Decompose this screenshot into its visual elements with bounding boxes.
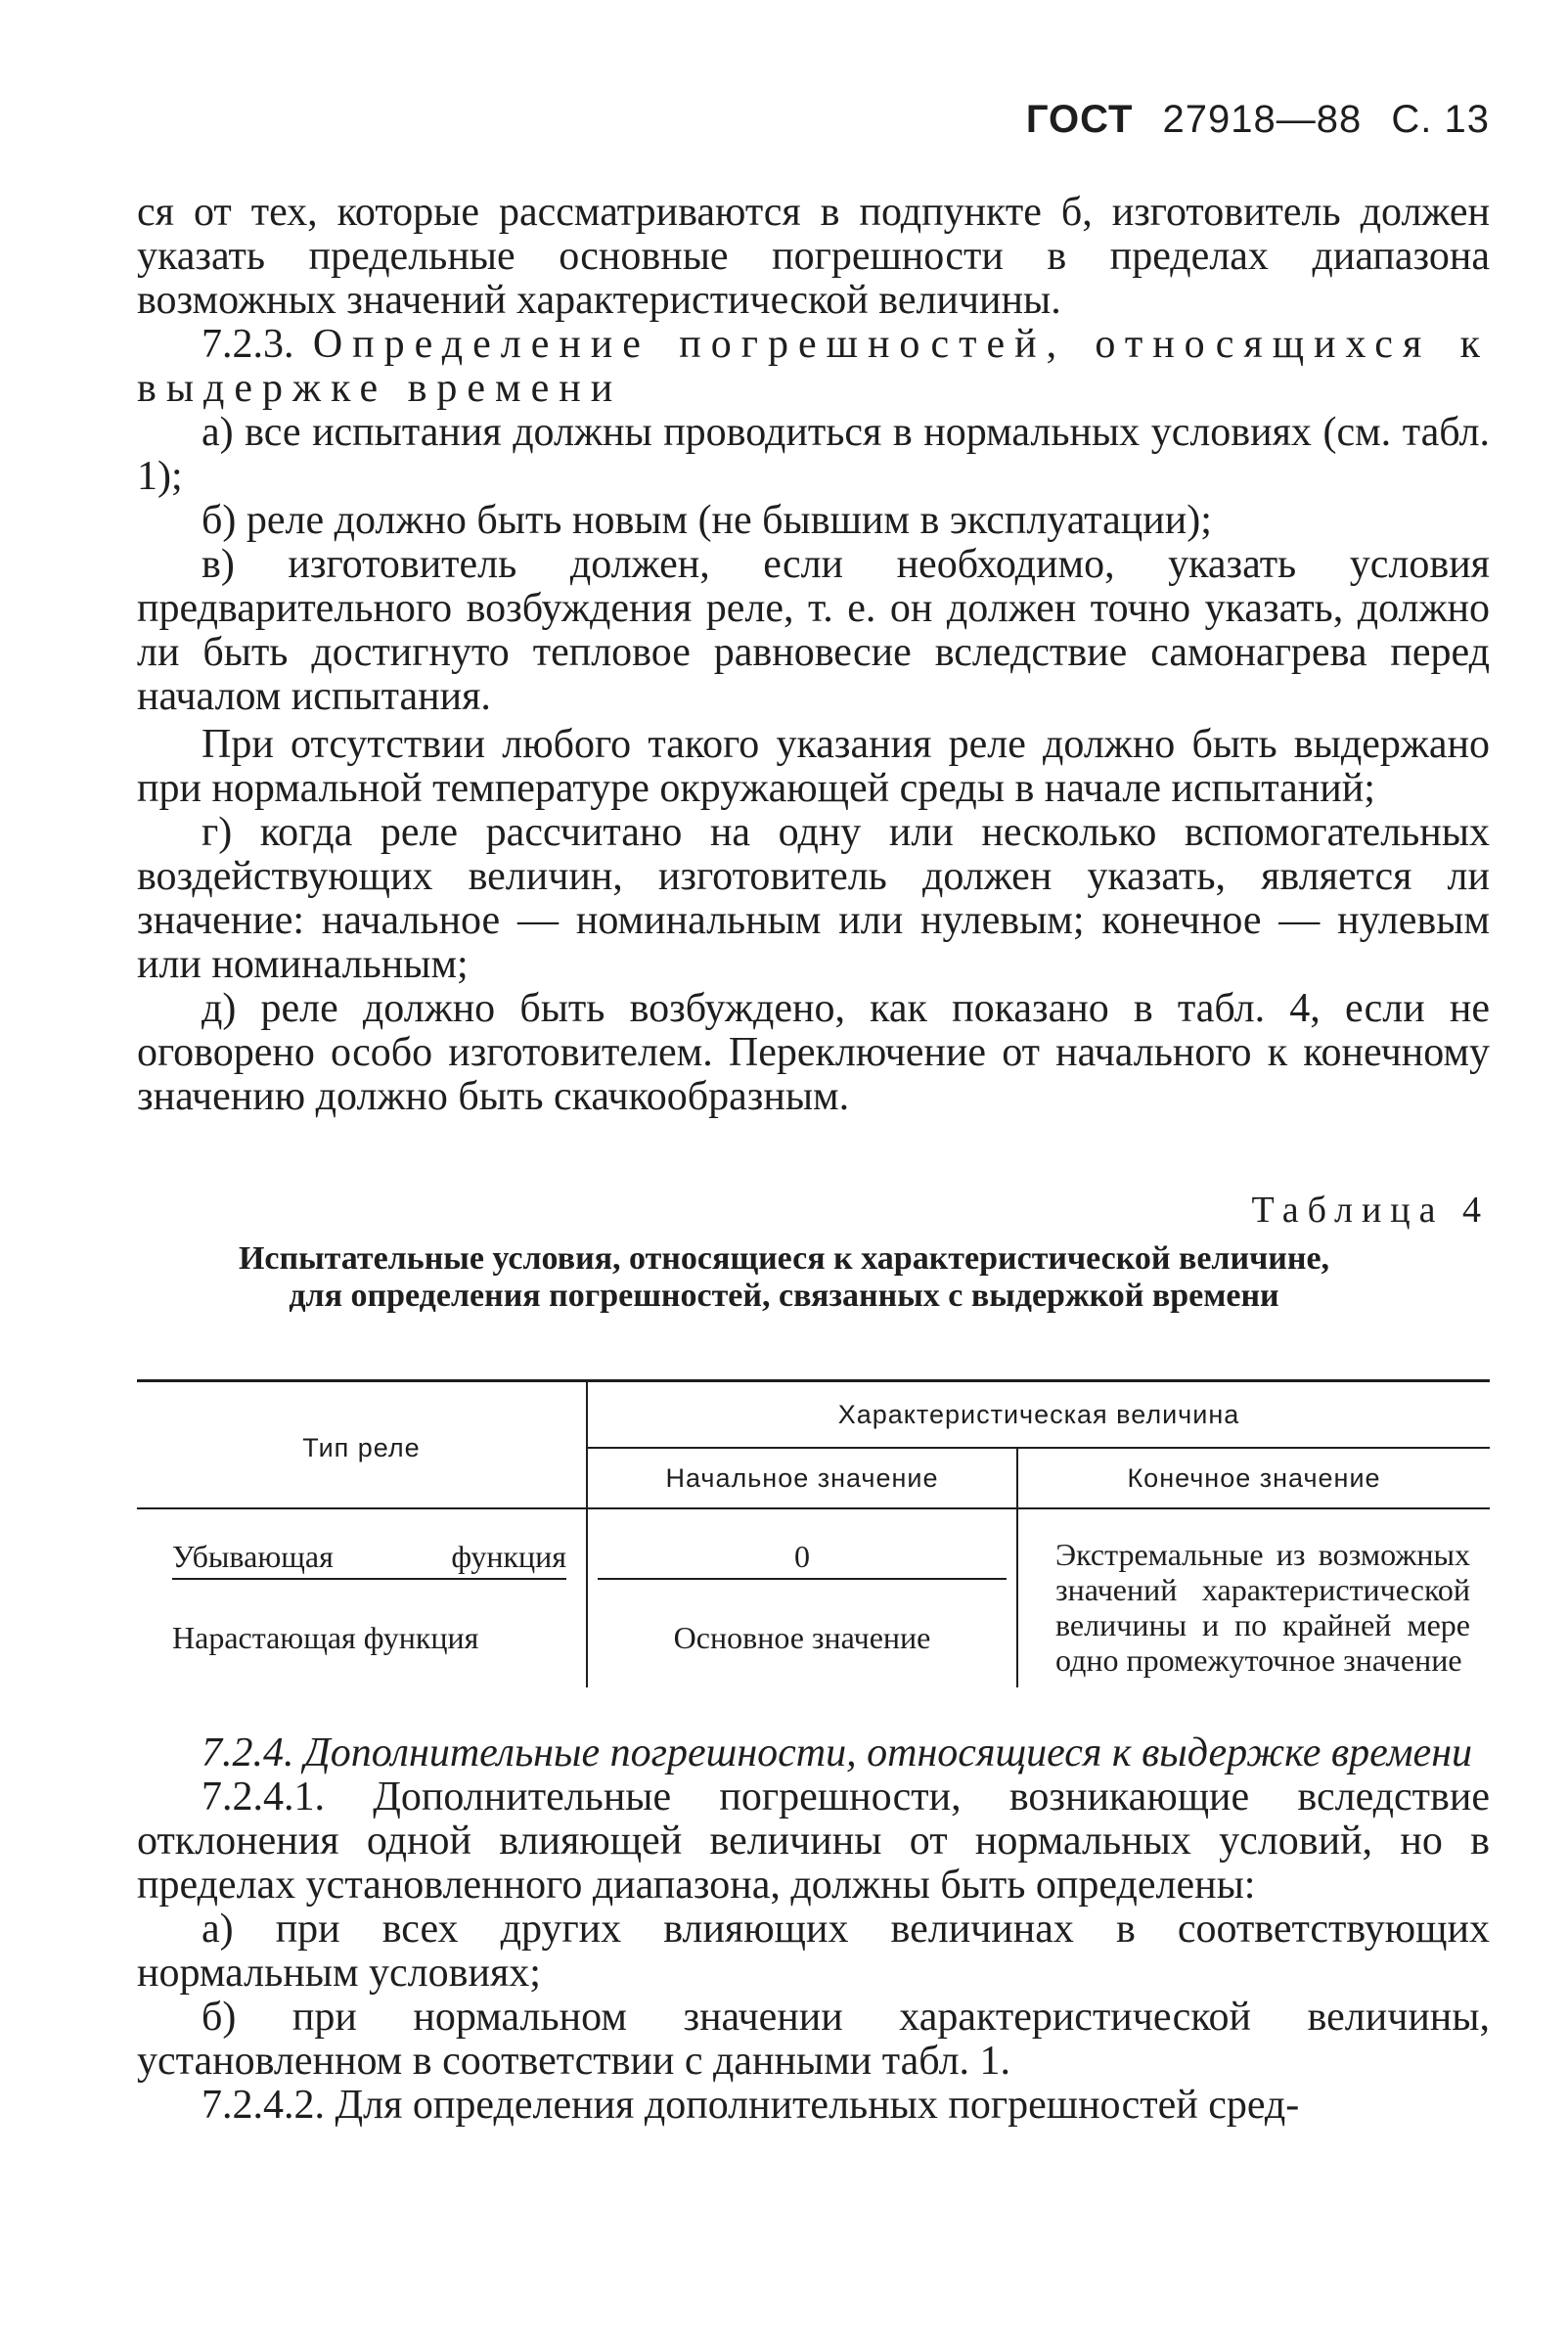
list-item-v: в) изготовитель должен, если необходимо, указать условия предварительного возбуждения реле, т. е. он должен точно указать, должно ли быть достигнуто тепловое равновесие вследствие самонагрева перед началом испытания. [137, 542, 1490, 719]
text-block-lower [137, 1731, 1490, 2128]
text-block-upper [137, 191, 1490, 1119]
section-7-2-3-heading [137, 323, 1490, 411]
list-item-a: а) все испытания должны проводиться в нормальных условиях (см. табл. 1); [137, 410, 1490, 499]
list-item-b: б) реле должно быть новым (не бывшим в эксплуатации); [202, 498, 1212, 543]
header-characteristic: Характеристическая величина [587, 1381, 1490, 1449]
list-item-g: г) когда реле рассчитано на одну или несколько вспомогательных воздействующих величин, изготовитель должен указать, является ли значение: начальное — номинальным или нулевым; конечное — нулевым или номинальным; [137, 810, 1490, 987]
section-7-2-4-heading: 7.2.4. Дополнительные погрешности, относящиеся к выдержке времени [202, 1730, 1473, 1775]
section-7-2-4-1: 7.2.4.1. Дополнительные погрешности, возникающие вследствие отклонения одной влияющей величины от нормальных условий, но в пределах установленного диапазона, должны быть определены: [137, 1774, 1490, 1908]
row-increasing-initial: Основное значение [587, 1602, 1017, 1687]
list-item-b-2: б) при нормальном значении характеристической величины, установленном в соответствии с данными табл. 1. [137, 1995, 1490, 2084]
table-number: Таблица 4 [1251, 1190, 1490, 1231]
standard-number: 27918—88 [1162, 98, 1363, 141]
row-decreasing-initial: 0 [587, 1508, 1017, 1602]
header-final: Конечное значение [1017, 1448, 1490, 1508]
page-header [1008, 98, 1490, 142]
standard-label: ГОСТ [1025, 98, 1134, 141]
section-title: Определение погрешностей, относящихся к выдержке времени [137, 322, 1490, 411]
row-increasing-type: Нарастающая функция [172, 1620, 479, 1656]
table-title: Испытательные условия, относящиеся к характеристической величине, для определения погрешностей, связанных с выдержкой времени [238, 1240, 1330, 1314]
header-initial: Начальное значение [587, 1448, 1017, 1508]
paragraph-continuation: ся от тех, которые рассматриваются в подпункте б, изготовитель должен указать предельные основные погрешности в пределах диапазона возможных значений характеристической величины. [137, 190, 1490, 323]
final-value-cell: Экстремальные из возможных значений характеристической величины и по крайней мере одно промежуточное значение [1017, 1508, 1490, 1687]
table-4 [137, 1379, 1490, 1687]
absence-paragraph: При отсутствии любого такого указания реле должно быть выдержано при нормальной температуре окружающей среды в начале испытаний; [137, 722, 1490, 811]
section-7-2-4-2: 7.2.4.2. Для определения дополнительных погрешностей сред- [202, 2083, 1300, 2128]
header-type: Тип реле [137, 1381, 587, 1509]
row-decreasing-type: Убывающая функция [137, 1508, 587, 1602]
section-number: 7.2.3. [202, 322, 294, 367]
page-number: С. 13 [1391, 98, 1490, 141]
list-item-a-2: а) при всех других влияющих величинах в соответствующих нормальным условиях; [137, 1907, 1490, 1996]
list-item-d: д) реле должно быть возбуждено, как показано в табл. 4, если не оговорено особо изготовителем. Переключение от начального к конечному значению должно быть скачкообразным. [137, 986, 1490, 1119]
